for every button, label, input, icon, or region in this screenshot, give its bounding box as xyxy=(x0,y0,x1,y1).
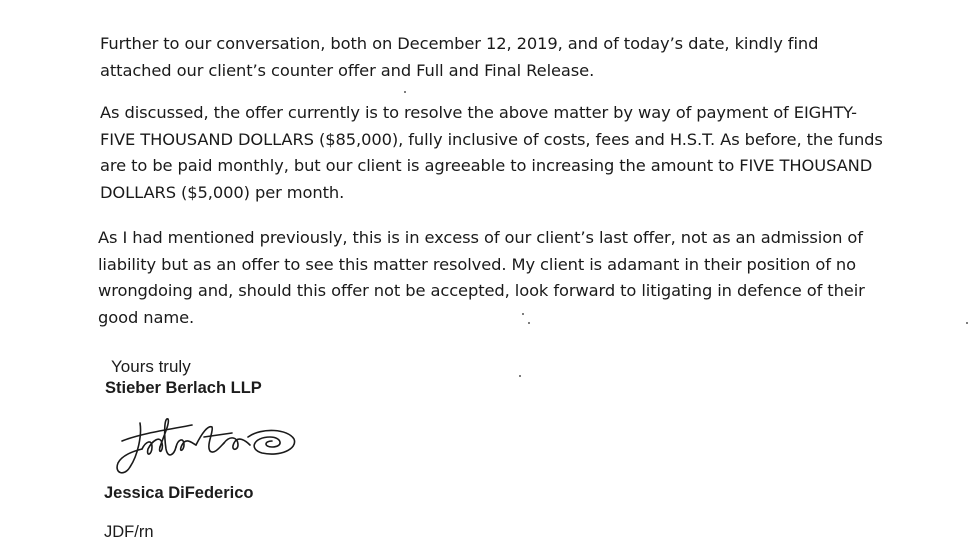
paragraph-line: As discussed, the offer currently is to resolve the above matter by way of payment of EIGHTY- xyxy=(100,103,857,122)
scan-speck xyxy=(519,375,521,377)
paragraph-position xyxy=(98,225,865,331)
reference-initials: JDF/rn xyxy=(104,523,154,541)
closing-salutation: Yours truly xyxy=(111,357,191,376)
paragraph-line: are to be paid monthly, but our client is agreeable to increasing the amount to FIVE THOUSAND xyxy=(100,156,873,175)
signer-name: Jessica DiFederico xyxy=(104,484,254,502)
scan-speck xyxy=(522,313,524,315)
handwritten-signature xyxy=(112,415,302,485)
paragraph-conversation xyxy=(100,31,860,84)
paragraph-line: As I had mentioned previously, this is in excess of our client’s last offer, not as an admission of xyxy=(98,228,863,247)
paragraph-offer xyxy=(100,100,883,206)
paragraph-line: liability but as an offer to see this matter resolved. My client is adamant in their position of no xyxy=(98,254,856,274)
paragraph-line: attached our client’s counter offer and Full and Final Release. xyxy=(100,60,595,80)
paragraph-line: wrongdoing and, should this offer not be accepted, look forward to litigating in defence of their xyxy=(98,281,865,300)
paragraph-line: good name. xyxy=(98,307,195,327)
firm-name: Stieber Berlach LLP xyxy=(105,379,262,397)
paragraph-line: Further to our conversation, both on December 12, 2019, and of today’s date, kindly find xyxy=(100,34,819,53)
scan-speck xyxy=(528,322,530,324)
scan-speck xyxy=(404,91,406,93)
paragraph-line: DOLLARS ($5,000) per month. xyxy=(100,182,345,202)
paragraph-line: FIVE THOUSAND DOLLARS ($85,000), fully inclusive of costs, fees and H.S.T. As before, the funds xyxy=(100,129,883,149)
scan-speck xyxy=(966,322,968,324)
